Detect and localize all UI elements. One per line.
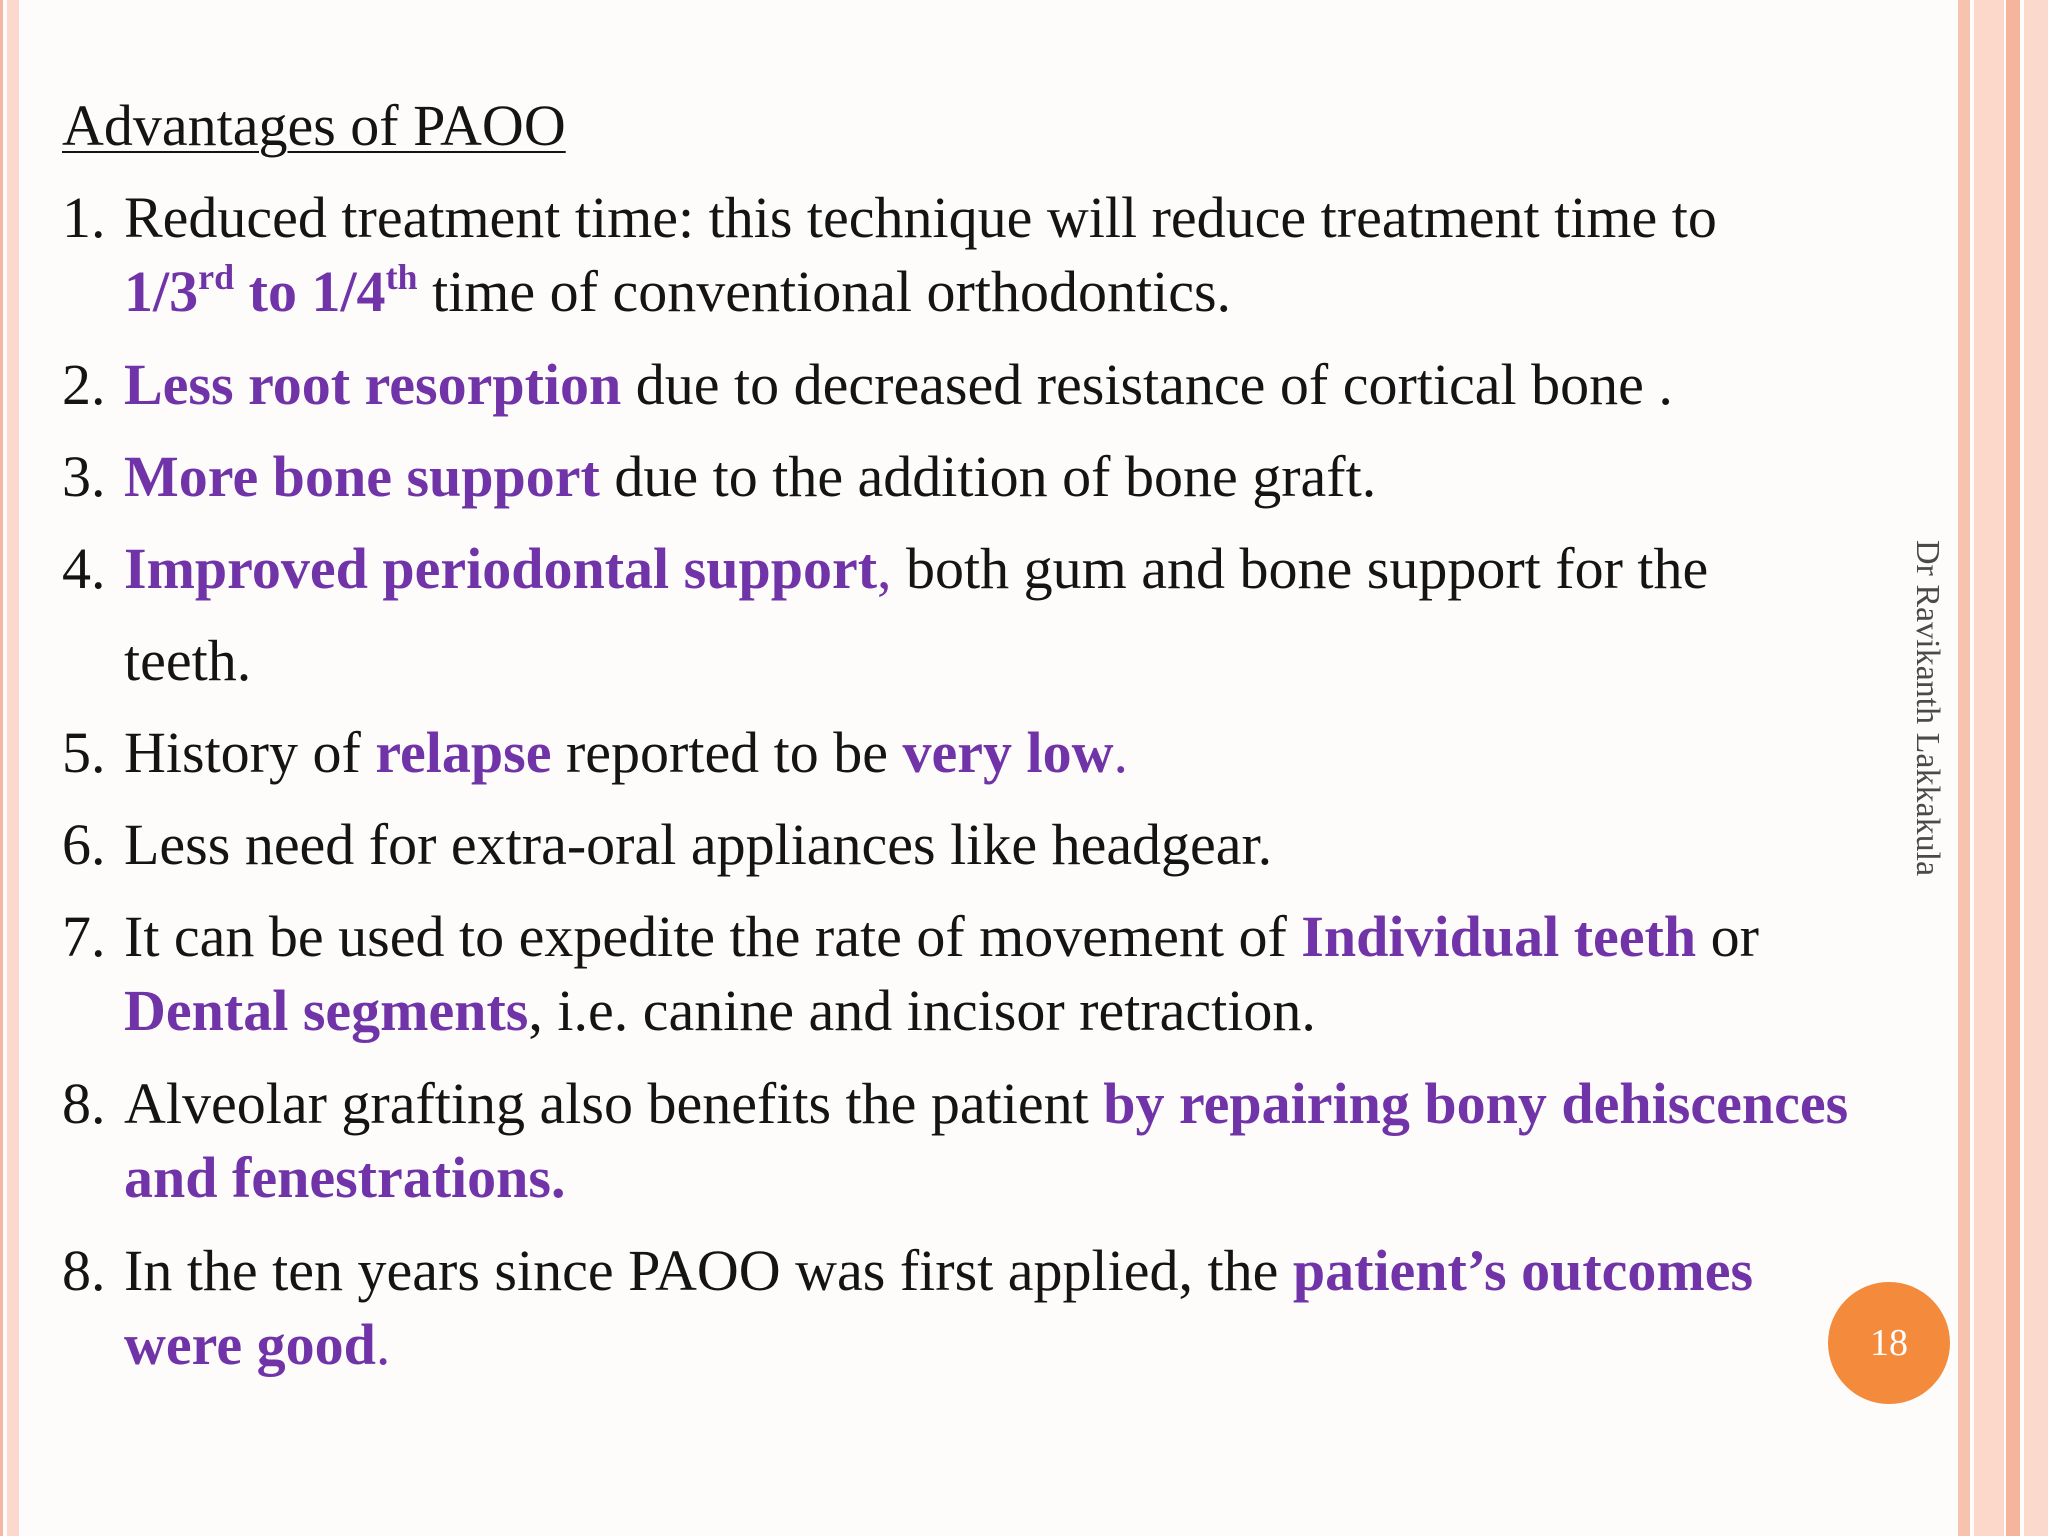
highlight-text: were good xyxy=(124,1312,376,1377)
item-text-part: In the ten years since PAOO was first applied, the xyxy=(124,1238,1293,1303)
item-text: Reduced treatment time: this technique will reduce treatment time to xyxy=(124,185,1717,250)
highlight-text: and fenestrations. xyxy=(124,1145,566,1210)
item-number: 4. xyxy=(62,536,106,601)
item-text-part: Alveolar grafting also benefits the patient xyxy=(124,1071,1104,1136)
highlight-text: very low xyxy=(902,720,1114,785)
item-text: Less need for extra-oral appliances like headgear. xyxy=(124,812,1273,877)
item-number: 2. xyxy=(62,352,106,417)
superscript: th xyxy=(385,257,418,297)
item-text xyxy=(124,532,1708,606)
item-number: 3. xyxy=(62,444,106,509)
item-text-part: It can be used to expedite the rate of movement of xyxy=(124,904,1302,969)
highlight-text: Improved periodontal support xyxy=(124,536,878,601)
item-text xyxy=(124,900,1759,974)
item-text xyxy=(124,1234,1753,1308)
highlight-fraction: to 1/4 xyxy=(234,259,386,324)
author-watermark: Dr Ravikanth Lakkakula xyxy=(1909,540,1946,877)
item-number: 8. xyxy=(62,1071,106,1136)
highlight-text: More bone support xyxy=(124,444,600,509)
superscript: rd xyxy=(198,257,235,297)
item-text-part: , i.e. canine and incisor retraction. xyxy=(528,978,1316,1043)
item-text xyxy=(124,440,1376,514)
highlight-text: Dental segments xyxy=(124,978,529,1043)
item-text-line-2 xyxy=(124,1308,390,1382)
item-number: 8. xyxy=(62,1238,106,1303)
highlight-text: relapse xyxy=(375,720,552,785)
highlight-text: Individual teeth xyxy=(1301,904,1697,969)
item-text xyxy=(124,716,1128,790)
highlight-text: by repairing bony dehiscences xyxy=(1103,1071,1849,1136)
item-text: time of conventional orthodontics. xyxy=(417,259,1232,324)
highlight-text: patient’s outcomes xyxy=(1292,1238,1754,1303)
highlight-fraction: 1/3 xyxy=(124,259,199,324)
item-text-line-2 xyxy=(124,974,1316,1048)
page-number-badge: 18 xyxy=(1828,1282,1950,1404)
item-text-part: History of xyxy=(124,720,376,785)
highlight-text: Less root resorption xyxy=(124,352,622,417)
item-text-rest: due to the addition of bone graft. xyxy=(599,444,1377,509)
slide-title: Advantages of PAOO xyxy=(62,93,566,158)
item-text-line-2 xyxy=(124,255,1231,329)
item-text xyxy=(124,348,1673,422)
item-text xyxy=(124,1067,1848,1141)
item-text-part: or xyxy=(1696,904,1759,969)
item-number: 1. xyxy=(62,185,106,250)
item-number: 5. xyxy=(62,720,106,785)
highlight-comma: , xyxy=(877,536,892,601)
item-number: 6. xyxy=(62,812,106,877)
item-text-line-2: teeth. xyxy=(124,628,252,693)
item-text-part: reported to be xyxy=(551,720,903,785)
item-text-rest: both gum and bone support for the xyxy=(891,536,1709,601)
highlight-dot: . xyxy=(375,1312,391,1377)
highlight-dot: . xyxy=(1113,720,1129,785)
item-text-rest: due to decreased resistance of cortical bone . xyxy=(621,352,1673,417)
item-text-line-2 xyxy=(124,1141,565,1215)
item-number: 7. xyxy=(62,904,106,969)
